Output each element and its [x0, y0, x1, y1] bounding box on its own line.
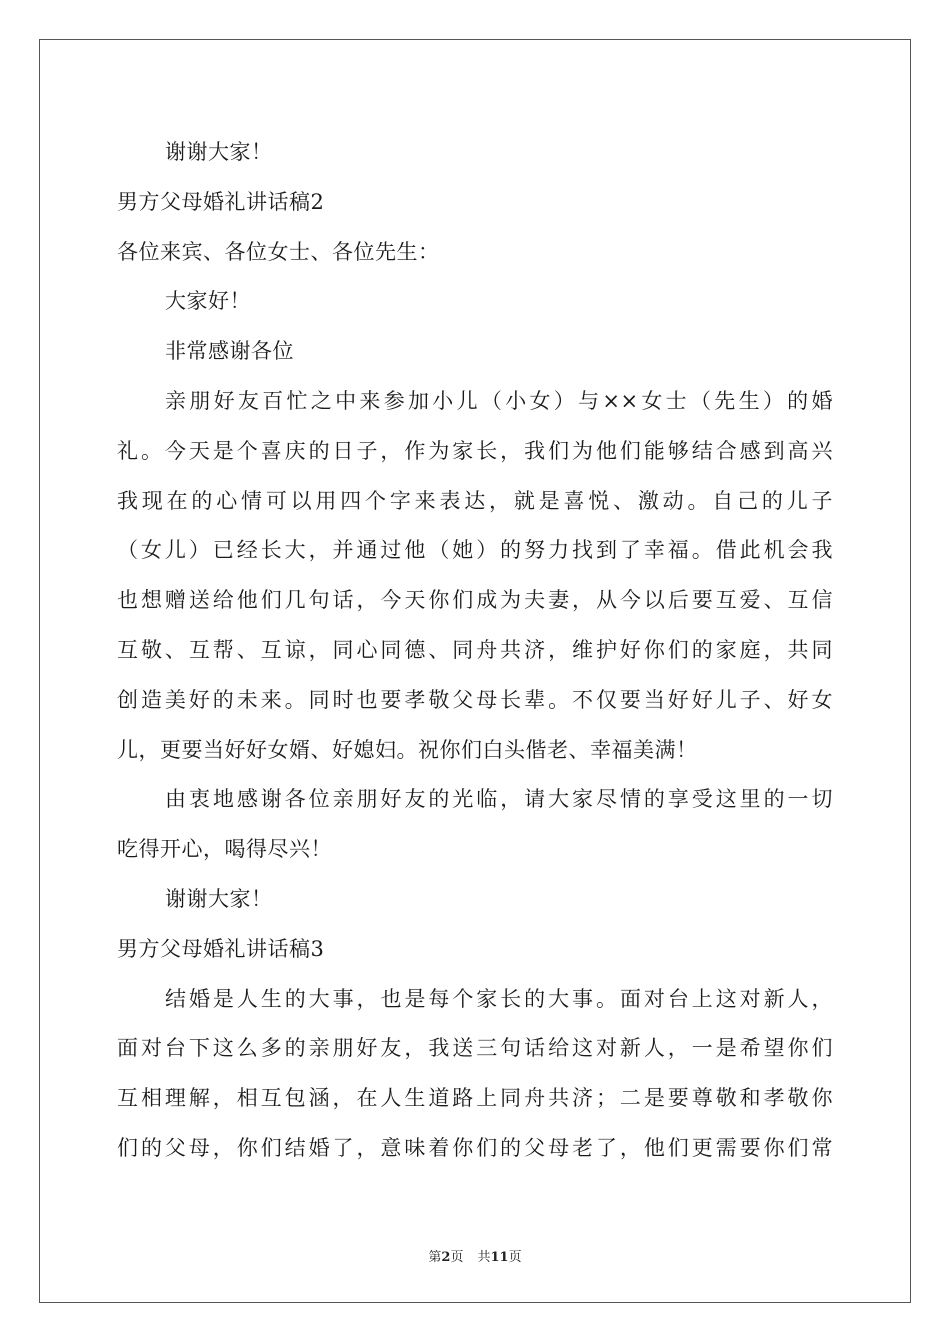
paragraph-line: 谢谢大家！ — [165, 886, 273, 911]
paragraph-line: 结婚是人生的大事，也是每个家长的大事。面对台上这对新人， — [165, 986, 833, 1011]
footer-total-prefix: 共 — [477, 1250, 491, 1265]
paragraph-line: 互相理解，相互包涵，在人生道路上同舟共济；二是要尊敬和孝敬你 — [117, 1086, 833, 1111]
paragraph-line: 创造美好的未来。同时也要孝敬父母长辈。不仅要当好好儿子、好女 — [117, 687, 833, 712]
page-footer — [0, 1246, 950, 1265]
footer-prefix: 第 — [428, 1250, 442, 1265]
paragraph-line: 由衷地感谢各位亲朋好友的光临，请大家尽情的享受这里的一切 — [165, 787, 833, 812]
paragraph-line: 面对台下这么多的亲朋好友，我送三句话给这对新人，一是希望你们 — [117, 1036, 833, 1061]
footer-total-suffix: 页 — [508, 1250, 522, 1265]
paragraph-line: 谢谢大家！ — [165, 140, 273, 164]
salutation-line: 各位来宾、各位女士、各位先生： — [117, 239, 440, 264]
paragraph-line: 吃得开心，喝得尽兴！ — [117, 837, 332, 862]
paragraph-line: 也想赠送给他们几句话，今天你们成为夫妻，从今以后要互爱、互信 — [117, 588, 833, 613]
paragraph-line: 礼。今天是个喜庆的日子，作为家长，我们为他们能够结合感到高兴 — [117, 438, 833, 463]
paragraph-line: 非常感谢各位 — [165, 339, 294, 364]
paragraph-line: （女儿）已经长大，并通过他（她）的努力找到了幸福。借此机会我 — [117, 538, 833, 563]
current-page-number: 2 — [441, 1250, 451, 1265]
paragraph-line: 亲朋好友百忙之中来参加小儿（小女）与××女士（先生）的婚 — [165, 388, 833, 413]
total-page-count: 11 — [490, 1250, 509, 1265]
footer-page-suffix: 页 — [450, 1250, 464, 1265]
section-heading: 男方父母婚礼讲话稿2 — [117, 189, 325, 214]
document-body — [117, 128, 833, 1174]
paragraph-line: 互敬、互帮、互谅，同心同德、同舟共济，维护好你们的家庭，共同 — [117, 637, 833, 662]
section-heading: 男方父母婚礼讲话稿3 — [117, 936, 325, 961]
paragraph-line: 儿，更要当好好女婿、好媳妇。祝你们白头偕老、幸福美满！ — [117, 737, 698, 762]
paragraph-line: 大家好！ — [165, 289, 251, 314]
paragraph-line: 我现在的心情可以用四个字来表达，就是喜悦、激动。自己的儿子 — [117, 488, 833, 513]
paragraph-line: 们的父母，你们结婚了，意味着你们的父母老了，他们更需要你们常 — [117, 1135, 833, 1160]
